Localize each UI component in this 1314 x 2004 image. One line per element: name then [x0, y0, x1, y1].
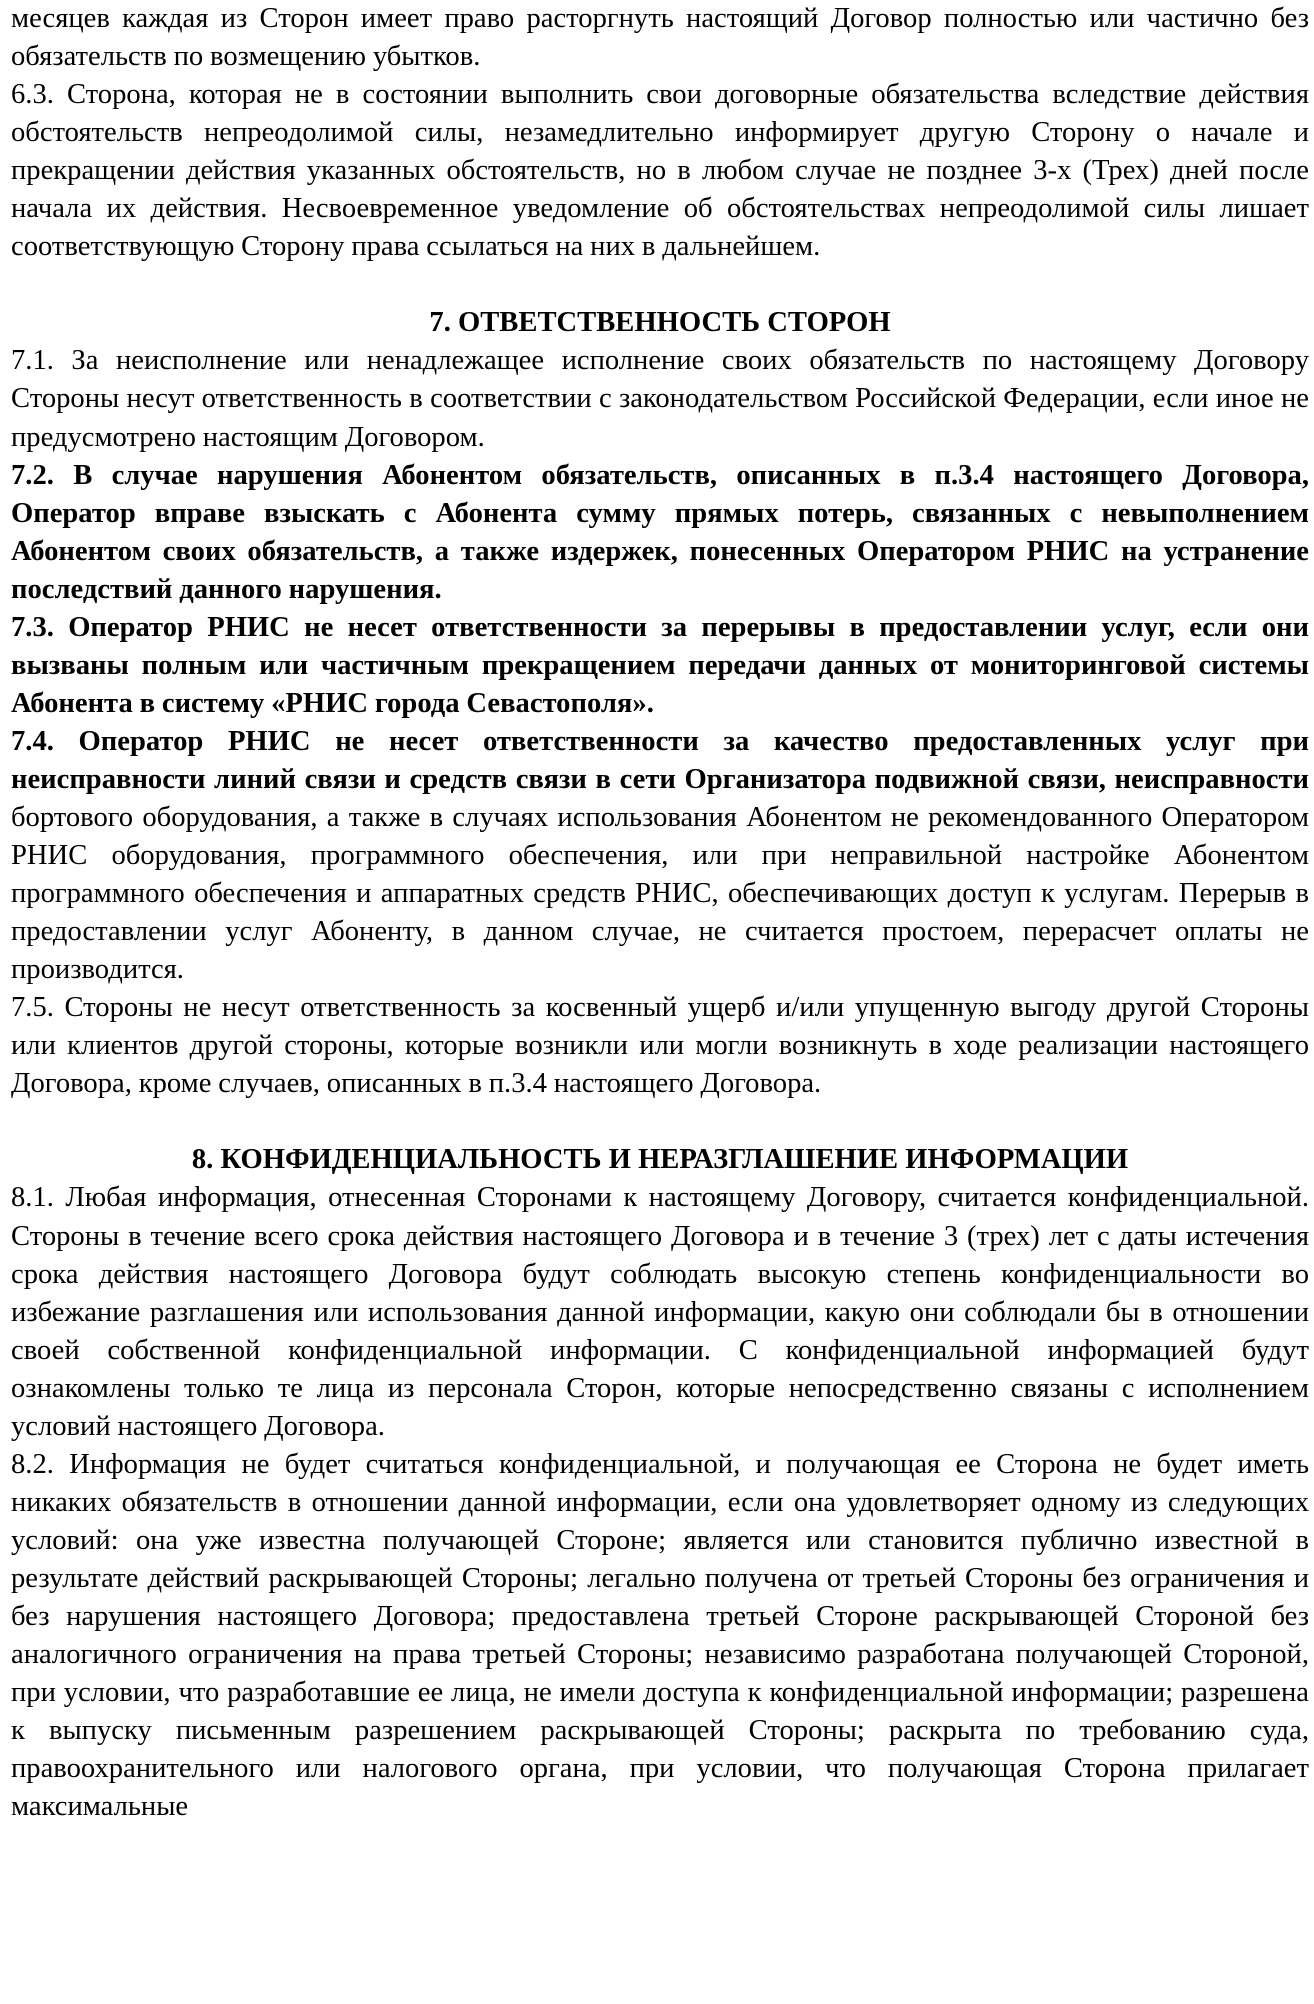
paragraph-7-2: 7.2. В случае нарушения Абонентом обязательств, описанных в п.3.4 настоящего Договора, Оператор вправе взыскать с Абонента сумму прямых потерь, связанных с невыполнением Абонентом своих обязательств, а также издержек, понесенных Оператором РНИС на устранение последствий данного нарушения. — [11, 459, 1309, 605]
paragraph-7-5: 7.5. Стороны не несут ответственность за косвенный ущерб и/или упущенную выгоду другой Стороны или клиентов другой стороны, которые возникли или могли возникнуть в ходе реализации настоящего Договора, кроме случаев, описанных в п.3.4 настоящего Договора. — [11, 992, 1309, 1100]
section-7-heading: 7. ОТВЕТСТВЕННОСТЬ СТОРОН — [429, 307, 891, 339]
paragraph-7-1: 7.1. За неисполнение или ненадлежащее исполнение своих обязательств по настоящему Договору Стороны несут ответственность в соответствии с законодательством Российской Федерации, если иное не предусмотрено настоящим Договором. — [11, 345, 1309, 453]
paragraph-7-3: 7.3. Оператор РНИС не несет ответственности за перерывы в предоставлении услуг, если они вызваны полным или частичным прекращением передачи данных от мониторинговой системы Абонента в систему «РНИС города Севастополя». — [11, 611, 1309, 719]
paragraph-6-2-continuation: месяцев каждая из Сторон имеет право расторгнуть настоящий Договор полностью или частично без обязательств по возмещению убытков. — [11, 3, 1309, 73]
blank-line — [11, 266, 1309, 304]
paragraph-7-4 — [11, 723, 1309, 989]
paragraph-6-3: 6.3. Сторона, которая не в состоянии выполнить свои договорные обязательства вследствие действия обстоятельств непреодолимой силы, незамедлительно информирует другую Сторону о начале и прекращении действия указанных обстоятельств, но в любом случае не позднее 3-х (Трех) дней после начала их действия. Несвоевременное уведомление об обстоятельствах непреодолимой силы лишает соответствующую Сторону права ссылаться на них в дальнейшем. — [11, 79, 1309, 263]
paragraph-8-1: 8.1. Любая информация, отнесенная Сторонами к настоящему Договору, считается конфиденциальной. Стороны в течение всего срока действия настоящего Договора и в течение 3 (трех) лет с даты истечения срока действия настоящего Договора будут соблюдать высокую степень конфиденциальности во избежание разглашения или использования данной информации, какую они соблюдали бы в отношении своей собственной конфиденциальной информации. С конфиденциальной информацией будут ознакомлены только те лица из персонала Сторон, которые непосредственно связаны с исполнением условий настоящего Договора. — [11, 1182, 1309, 1442]
document-page — [11, 0, 1309, 1826]
paragraph-7-4-bold-part: 7.4. Оператор РНИС не несет ответственности за качество предоставленных услуг при неисправности линий связи и средств связи в сети Организатора подвижной связи, неисправности — [11, 725, 1309, 795]
paragraph-8-2: 8.2. Информация не будет считаться конфиденциальной, и получающая ее Сторона не будет иметь никаких обязательств в отношении данной информации, если она удовлетворяет одному из следующих условий: она уже известна получающей Стороне; является или становится публично известной в результате действий раскрывающей Стороны; легально получена от третьей Стороны без ограничения и без нарушения настоящего Договора; предоставлена третьей Стороне раскрывающей Стороной без аналогичного ограничения на права третьей Стороны; независимо разработана получающей Стороной, при условии, что разработавшие ее лица, не имели доступа к конфиденциальной информации; разрешена к выпуску письменным разрешением раскрывающей Стороны; раскрыта по требованию суда, правоохранительного или налогового органа, при условии, что получающая Сторона прилагает максимальные — [11, 1448, 1309, 1823]
section-8-heading: 8. КОНФИДЕНЦИАЛЬНОСТЬ И НЕРАЗГЛАШЕНИЕ ИНФОРМАЦИИ — [191, 1144, 1129, 1176]
paragraph-7-4-regular-part: бортового оборудования, а также в случаях использования Абонентом не рекомендованного Оператором РНИС оборудования, программного обеспечения, или при неправильной настройке Абонентом программного обеспечения и аппаратных средств РНИС, обеспечивающих доступ к услугам. Перерыв в предоставлении услуг Абоненту, в данном случае, не считается простоем, перерасчет оплаты не производится. — [11, 801, 1309, 986]
blank-line — [11, 1103, 1309, 1141]
